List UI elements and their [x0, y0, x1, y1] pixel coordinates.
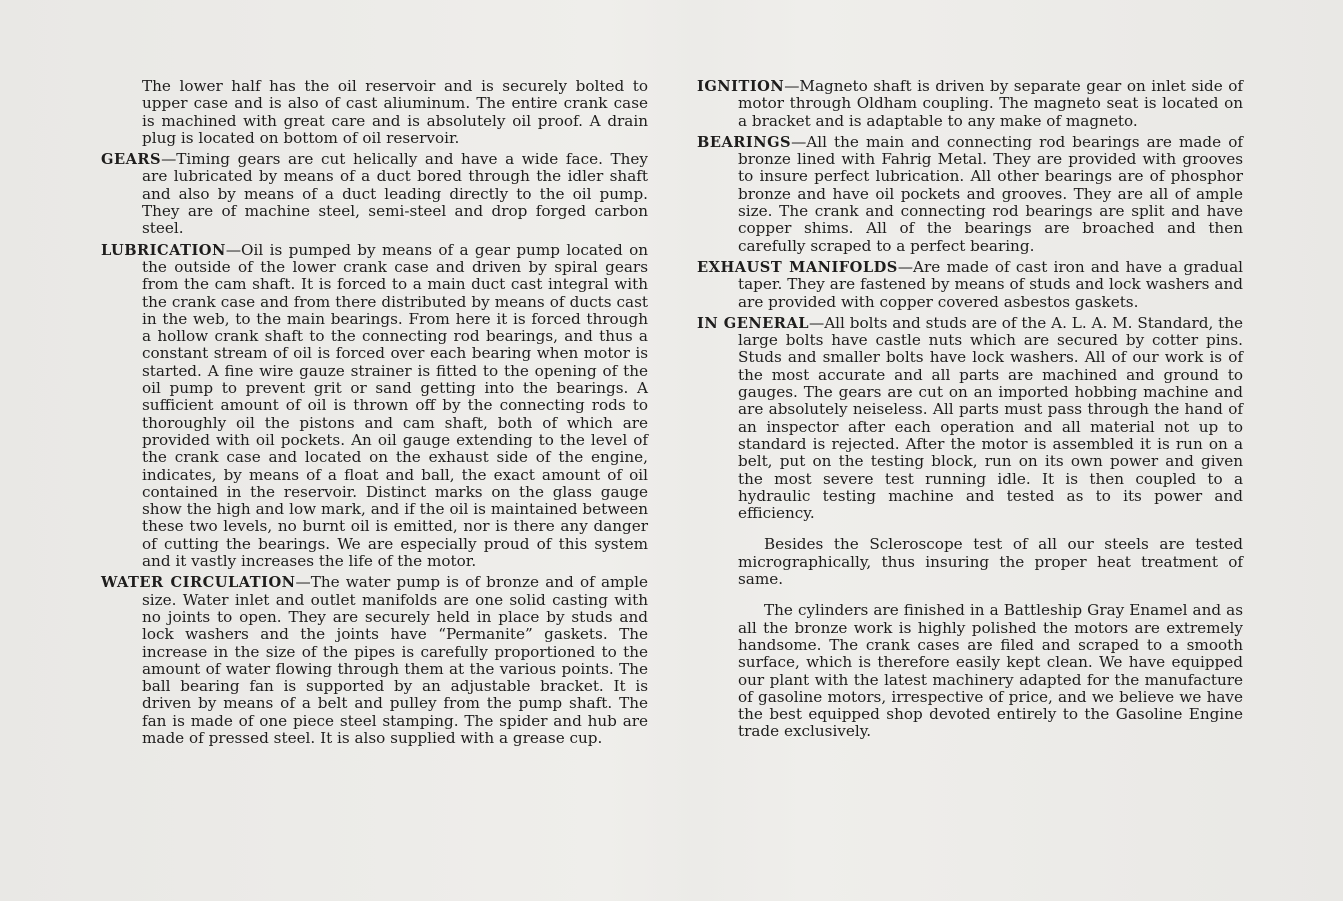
lubrication-heading: LUBRICATION [101, 241, 226, 259]
lubrication-section [101, 242, 648, 571]
water-circulation-text: The water pump is of bronze and of ample size. Water inlet and outlet manifolds are one solid casting with no joints to open. They are securely held in place by studs and lock washers and the joints have “Permanite” gaskets. The increase in the size of the pipes is carefully proportioned to the amount of water flowing through them at the various points. The ball bearing fan is supported by an adjustable bracket. It is driven by means of a belt and pulley from the pump shaft. The fan is made of one piece steel stamping. The spider and hub are made of pressed steel. It is also supplied with a grease cup. [142, 573, 648, 747]
water-circulation-heading: WATER CIRCULATION [101, 574, 296, 592]
right-column [697, 78, 1243, 741]
bearings-section [697, 134, 1243, 255]
gears-section [101, 151, 648, 237]
water-circulation-dash: — [295, 573, 311, 592]
bearings-heading: BEARINGS [697, 133, 792, 151]
bearings-dash: — [791, 132, 807, 151]
ignition-heading: IGNITION [697, 78, 785, 95]
left-column [101, 78, 648, 751]
gears-dash: — [161, 150, 177, 169]
exhaust-manifolds-dash: — [897, 257, 914, 276]
bearings-text: All the main and connecting rod bearings are made of bronze lined with Fahrig Metal. They are provided with grooves to insure perfect lubrication. All other bearings are of phosphor bronze and have oil pockets and grooves. They are all of ample size. The crank and connecting rod bearings are split and have copper shims. All of the bearings are broached and then carefully scraped to a perfect bearing. [738, 132, 1243, 255]
gears-text: Timing gears are cut helically and have a wide face. They are lubricated by means of a duct bored through the idler shaft and also by means of a duct leading directly to the oil pump. They are of machine steel, semi-steel and drop forged carbon steel. [142, 150, 648, 238]
ignition-text: Magneto shaft is driven by separate gear on inlet side of motor through Oldham coupling. The magneto seat is located on a bracket and is adaptable to any make of magneto. [738, 77, 1243, 130]
exhaust-manifolds-text: Are made of cast iron and have a gradual taper. They are fastened by means of studs and lock washers and are provided with copper covered asbestos gaskets. [738, 257, 1243, 311]
cylinders-paragraph: The cylinders are finished in a Battleship Gray Enamel and as all the bronze work is highly polished the motors are extremely handsome. The crank cases are filed and scraped to a smooth surface, which is therefore easily kept clean. We have equipped our plant with the latest machinery adapted for the manufacture of gasoline motors, irrespective of price, and we believe we have the best equipped shop devoted entirely to the Gasoline Engine trade exclusively. [738, 601, 1243, 741]
crank-case-continuation [101, 78, 648, 147]
lubrication-text: Oil is pumped by means of a gear pump located on the outside of the lower crank case and driven by spiral gears from the cam shaft. It is forced to a main duct cast integral with the crank case and from there distributed by means of ducts cast in the web, to the main bearings. From here it is forced through a hollow crank shaft to the connecting rod bearings, and thus a constant stream of oil is forced over each bearing when motor is started. A fine wire gauze strainer is fitted to the opening of the oil pump to prevent grit or sand getting into the bearings. A sufficient amount of oil is thrown off by the connecting rods to thoroughly oil the pistons and cam shaft, both of which are provided with oil pockets. An oil gauge extending to the level of the crank case and located on the exhaust side of the engine, indicates, by means of a float and ball, the exact amount of oil contained in the reservoir. Distinct marks on the glass gauge show the high and low mark, and if the oil is maintained between these two levels, no burnt oil is emitted, nor is there any danger of cutting the bearings. We are especially proud of this system and it vastly increases the life of the motor. [142, 240, 648, 571]
crank-case-text: The lower half has the oil reservoir and is securely bolted to upper case and is also of cast aliuminum. The entire crank case is machined with great care and is absolutely oil proof. A drain plug is located on bottom of oil reservoir. [142, 77, 648, 147]
gears-heading: GEARS [101, 151, 162, 169]
in-general-text: All bolts and studs are of the A. L. A. M. Standard, the large bolts have castle nuts which are secured by cotter pins. Studs and smaller bolts have lock washers. All of our work is of the most accurate and all parts are machined and ground to gauges. The gears are cut on an imported hobbing machine and are absolutely neiseless. All parts must pass through the hand of an inspector after each operation and all material not up to standard is rejected. After the motor is assembled it is run on a belt, put on the testing block, run on its own power and given the most severe test running idle. It is then coupled to a hydraulic testing machine and tested as to its power and efficiency. [738, 313, 1243, 523]
exhaust-manifolds-section [697, 259, 1243, 311]
lubrication-dash: — [225, 240, 242, 259]
ignition-dash: — [784, 77, 800, 95]
in-general-dash: — [809, 313, 825, 332]
water-circulation-section [101, 574, 648, 747]
in-general-heading: IN GENERAL [697, 314, 810, 332]
in-general-section [697, 315, 1243, 523]
exhaust-manifolds-heading: EXHAUST MANIFOLDS [697, 258, 898, 276]
ignition-section [697, 78, 1243, 130]
scleroscope-paragraph: Besides the Scleroscope test of all our steels are tested micrographically, thus insuring the proper heat treatment of same. [738, 535, 1243, 589]
